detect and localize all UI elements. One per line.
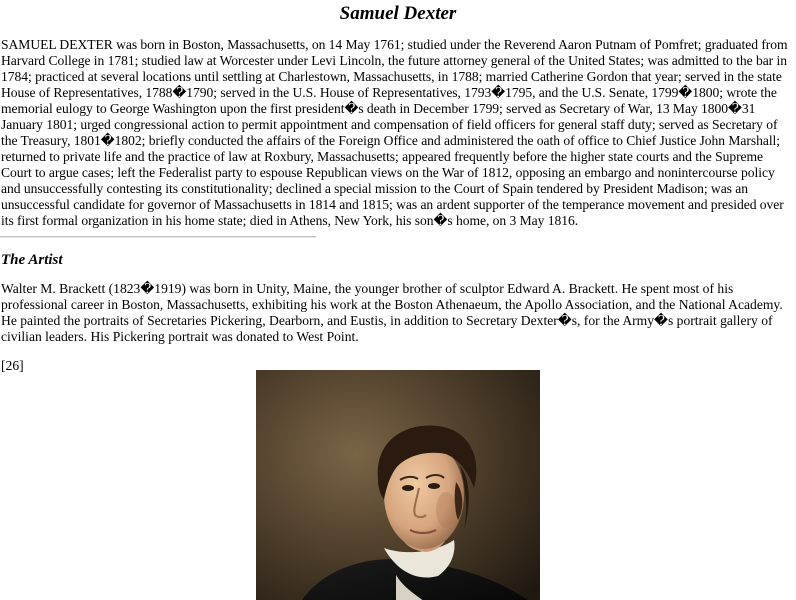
artist-paragraph: Walter M. Brackett (1823�1919) was born in Unity, Maine, the younger brother of sculptor Edward A. Brackett. He spent most of his professional career in Boston, Massachusetts, exhibiting his work at the Boston Athenaeum, the Apollo Association, and the National Academy. He painted the portraits of Secretaries Pickering, Dearborn, and Eustis, in addition to Secretary Dexter�s, for the Army�s portrait gallery of civilian leaders. His Pickering portrait was donated to West Point. bbox=[1, 281, 783, 344]
artist-heading: The Artist bbox=[1, 252, 63, 268]
page-title: Samuel Dexter bbox=[339, 3, 457, 24]
biography-paragraph: SAMUEL DEXTER was born in Boston, Massachusetts, on 14 May 1761; studied under the Reverend Aaron Putnam of Pomfret; graduated from Harvard College in 1781; studied law at Worcester under Levi Lincoln, the future attorney general of the United States; was admitted to the bar in 1784; practiced at several locations until settling at Charlestown, Massachusetts, in 1788; married Catherine Gordon that year; served in the state House of Representatives, 1788�1790; served in the U.S. House of Representatives, 1793�1795, and the U.S. Senate, 1799�1800; wrote the memorial eulogy to George Washington upon the first president�s death in December 1799; served as Secretary of War, 13 May 1800�31 January 1801; urged congressional action to permit appointment and compensation of field officers for general staff duty; served as Secretary of the Treasury, 1801�1802; briefly conducted the affairs of the Foreign Office and administered the oath of office to Chief Justice John Marshall; returned to private life and the practice of law at Roxbury, Massachusetts; appeared frequently before the higher state courts and the Supreme Court to argue cases; left the Federalist party to espouse Republican views on the War of 1812, opposing an embargo and nonintercourse policy and unsuccessfully contesting its constitutionality; declined a special mission to the Court of Spain tendered by President Madison; was an unsuccessful candidate for governor of Massachusetts in 1814 and 1815; was an ardent supporter of the temperance movement and presided over its first formal organization in his home state; died in Athens, New York, his son�s home, on 3 May 1816. bbox=[1, 37, 788, 228]
footnote-reference: [26] bbox=[1, 358, 24, 373]
portrait-painting bbox=[256, 370, 540, 600]
section-divider bbox=[0, 236, 316, 238]
portrait-image bbox=[256, 370, 540, 600]
